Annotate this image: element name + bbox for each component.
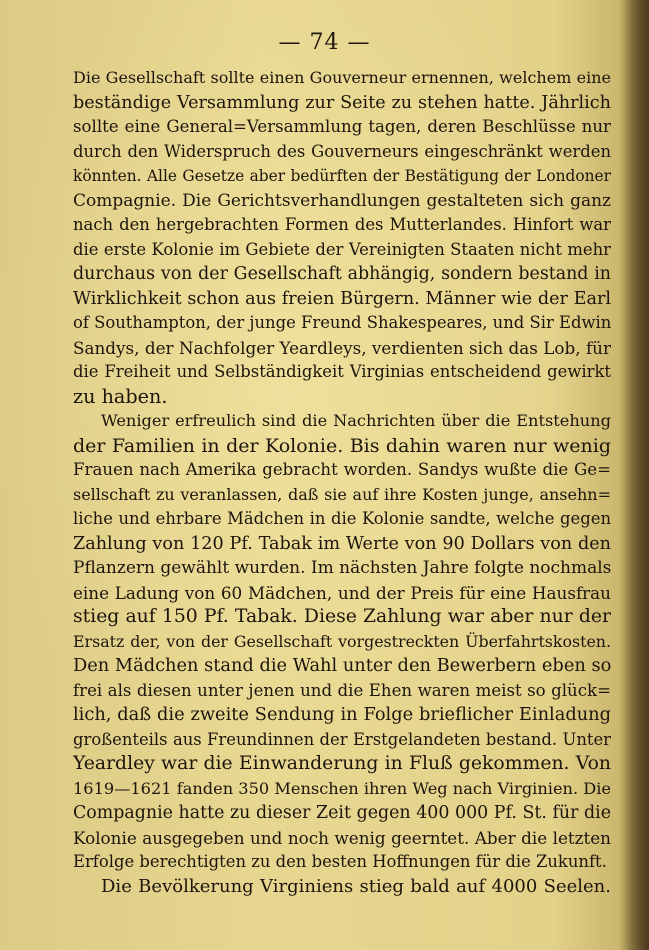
paragraph-start-line: Die Bevölkerung Virginiens stieg bald auf 4000 Seelen. <box>101 875 611 897</box>
text-line: Zahlung von 120 Pf. Tabak im Werte von 90 Dollars von den <box>73 533 611 554</box>
text-line: Kolonie ausgegeben und noch wenig geerntet. Aber die letzten <box>73 827 611 848</box>
text-line: der Familien in der Kolonie. Bis dahin waren nur wenig <box>73 434 611 457</box>
book-gutter-shadow <box>619 0 649 950</box>
text-line: Yeardley war die Einwanderung in Fluß gekommen. Von <box>73 753 611 774</box>
paragraph-end-line: Erfolge berechtigten zu den besten Hoffnungen für die Zukunft. <box>73 852 607 871</box>
text-line: durch den Widerspruch des Gouverneurs eingeschränkt werden <box>73 141 611 161</box>
text-line: Sandys, der Nachfolger Yeardleys, verdienten sich das Lob, für <box>73 337 611 358</box>
text-line: eine Ladung von 60 Mädchen, und der Preis für eine Hausfrau <box>73 582 611 603</box>
text-line: stieg auf 150 Pf. Tabak. Diese Zahlung war aber nur der <box>73 606 611 627</box>
text-line: Die Gesellschaft sollte einen Gouverneur ernennen, welchem eine <box>73 68 611 87</box>
paragraph-end-line: zu haben. <box>73 384 168 408</box>
text-line: sellschaft zu veranlassen, daß sie auf ihre Kosten junge, ansehn= <box>73 484 611 504</box>
text-line: lich, daß die zweite Sendung in Folge brieflicher Einladung <box>73 704 611 725</box>
text-line: beständige Versammlung zur Seite zu stehen hatte. Jährlich <box>73 92 611 113</box>
text-line: durchaus von der Gesellschaft abhängig, sondern bestand in <box>73 264 611 284</box>
page-number: — 74 — <box>278 30 371 55</box>
text-line: großenteils aus Freundinnen der Erstgelandeten bestand. Unter <box>73 729 611 749</box>
text-line: Frauen nach Amerika gebracht worden. Sandys wußte die Ge= <box>73 460 611 479</box>
text-line: Wirklichkeit schon aus freien Bürgern. Männer wie der Earl <box>73 288 611 309</box>
text-line: frei als diesen unter jenen und die Ehen waren meist so glück= <box>73 680 611 700</box>
text-line: nach den hergebrachten Formen des Mutterlandes. Hinfort war <box>73 215 611 234</box>
text-line: Compagnie hatte zu dieser Zeit gegen 400 000 Pf. St. für die <box>73 803 611 823</box>
body-text <box>73 66 611 899</box>
text-line: Ersatz der, von der Gesellschaft vorgestreckten Überfahrtskosten. <box>73 631 611 651</box>
paragraph-start-line: Weniger erfreulich sind die Nachrichten über die Entstehung <box>101 411 611 430</box>
text-line: Pflanzern gewählt wurden. Im nächsten Jahre folgte nochmals <box>73 558 611 578</box>
text-line: liche und ehrbare Mädchen in die Kolonie sandte, welche gegen <box>73 509 611 528</box>
text-line: könnten. Alle Gesetze aber bedürften der Bestätigung der Londoner <box>73 167 611 185</box>
text-line: die erste Kolonie im Gebiete der Vereinigten Staaten nicht mehr <box>73 239 611 259</box>
text-line: 1619—1621 fanden 350 Menschen ihren Weg nach Virginien. Die <box>73 778 611 798</box>
text-line: Den Mädchen stand die Wahl unter den Bewerbern eben so <box>73 655 611 676</box>
text-line: Compagnie. Die Gerichtsverhandlungen gestalteten sich ganz <box>73 190 611 211</box>
text-line: sollte eine General=Versammlung tagen, deren Beschlüsse nur <box>73 117 611 136</box>
text-line: die Freiheit und Selbständigkeit Virginias entscheidend gewirkt <box>73 362 611 381</box>
text-line: of Southampton, der junge Freund Shakespeares, und Sir Edwin <box>73 313 611 332</box>
